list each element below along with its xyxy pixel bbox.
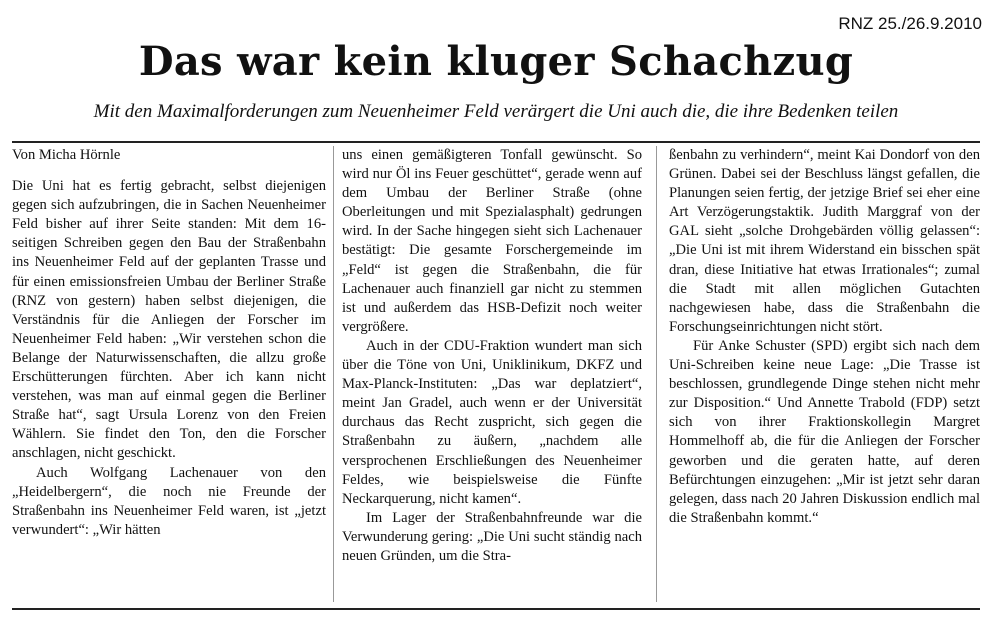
paragraph: Auch in der CDU-Fraktion wundert man sich über die Töne von Uni, Uniklinikum, DKFZ und Max-Planck-Instituten: „Das war deplatziert“, meint Jan Gradel, auch wenn er der Universität durchaus das Recht zuspricht, sich gegen die Straßenbahn zu äußern, „nachdem alle versprochenen Erschließungen des Neuenheimer Feldes, wie beispielsweise die Fünfte Neckarquerung, nicht kamen“. (342, 337, 642, 507)
column-divider (333, 146, 334, 602)
paragraph: Die Uni hat es fertig gebracht, selbst diejenigen gegen sich aufzubringen, die in Sachen Neuenheimer Feld bisher auf ihrer Seite standen: Mit dem 16-seitigen Schreiben gegen den Bau der Straßenbahn ins Neuenheimer Feld auf der geplanten Trasse und für einen emissionsfreien Umbau der Berliner Straße (RNZ von gestern) haben selbst diejenigen, die Verständnis für die Anliegen der Forscher im Neuenheimer Feld haben: „Wir verstehen schon die Belange der Naturwissenschaften, die allzu große Erschütterungen fürchten. Aber ich kann nicht verstehen, was man auf einmal gegen die Berliner Straße hat“, sagt Ursula Lorenz von den Freien Wählern. Sie findet den Ton, den die Forscher anschlagen, nicht geschickt. (12, 178, 326, 462)
source-citation: RNZ 25./26.9.2010 (838, 14, 982, 33)
column-divider (656, 146, 657, 602)
paragraph: Im Lager der Straßenbahnfreunde war die Verwunderung gering: „Die Uni sucht ständig nach neuen Gründen, um die Stra- (342, 509, 642, 564)
author-byline: Von Micha Hörnle (12, 147, 121, 163)
paragraph: ßenbahn zu verhindern“, meint Kai Dondorf von den Grünen. Dabei sei der Beschluss längst gefallen, die Planungen seien fertig, der jetzige Brief sei eher eine Art Verzögerungstaktik. Judith Marggraf von der GAL sieht „solche Drohgebärden völlig gelassen“: „Die Uni ist mit ihrem Widerstand ein bisschen spät dran, diese Initiative hat etwas Irrationales“; zumal die Stadt mit allen möglichen Gutachten nachgewiesen habe, dass die Straßenbahn die Forschungseinrichtungen nicht stört. (669, 147, 980, 335)
subheadline: Mit den Maximalforderungen zum Neuenheimer Feld verärgert die Uni auch die, die ihre Bedenken teilen (93, 101, 899, 122)
paragraph: Auch Wolfgang Lachenauer von den „Heidelbergern“, die noch nie Freunde der Straßenbahn ins Neuenheimer Feld waren, ist „jetzt verwundert“: „Wir hätten (12, 464, 326, 538)
article-column-1 (12, 146, 326, 540)
article-column-3 (669, 146, 980, 528)
paragraph: Für Anke Schuster (SPD) ergibt sich nach dem Uni-Schreiben keine neue Lage: „Die Trasse ist beschlossen, grundlegende Dinge stehen nicht mehr zur Disposition.“ Und Annette Trabold (FDP) setzt sich von ihrer Fraktionskollegin Margret Hommelhoff ab, die für die Anliegen der Forscher geworben und die geraten hatte, auf deren Befürchtungen einzugehen: „Mir ist jetzt sehr daran gelegen, dass nach 20 Jahren Diskussion endlich mal die Straßenbahn kommt.“ (669, 337, 980, 526)
article-column-2 (342, 146, 642, 566)
bottom-rule (12, 608, 980, 610)
paragraph: uns einen gemäßigteren Tonfall gewünscht. So wird nur Öl ins Feuer geschüttet“, gerade wenn auf dem Umbau der Berliner Straße (ohne Oberleitungen und mit Spezialasphalt) gedrungen wird. In der Sache hingegen sieht sich Lachenauer bestätigt: Die gesamte Forschergemeinde im „Feld“ ist gegen die Straßenbahn, die für Lachenauer auch finanziell gar nicht zu stemmen ist und außerdem das HSB-Defizit noch weiter vergrößere. (342, 147, 642, 335)
headline: Das war kein kluger Schachzug (138, 38, 854, 85)
top-rule (12, 141, 980, 143)
